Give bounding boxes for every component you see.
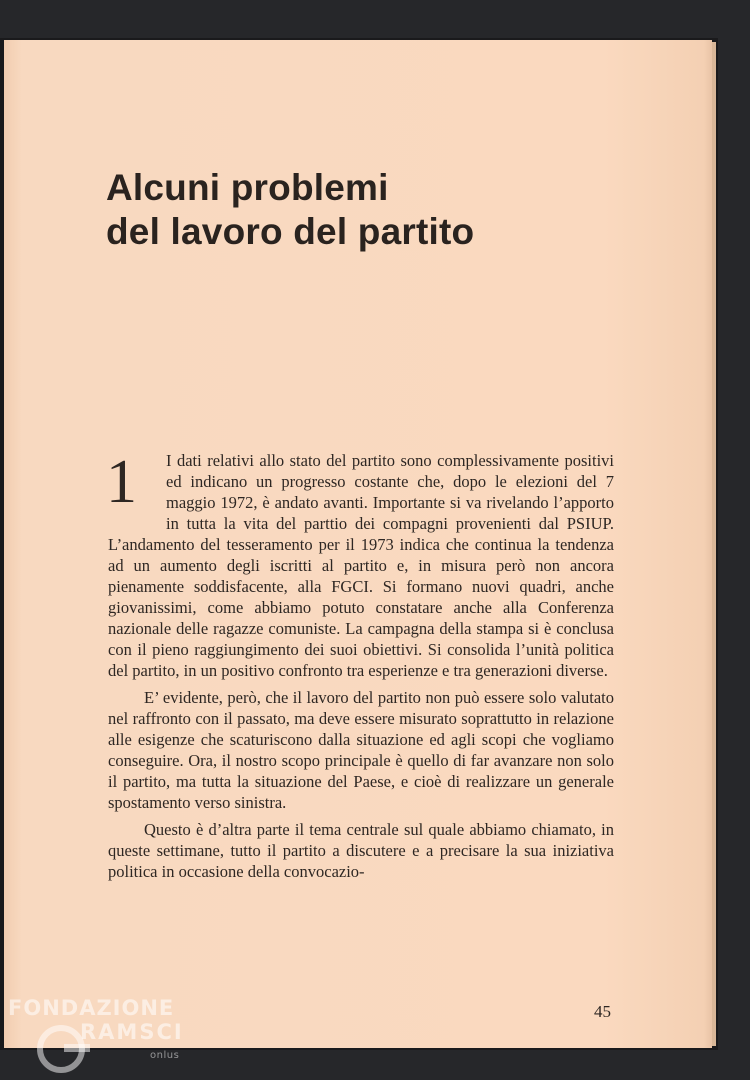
watermark-suffix: onlus: [150, 1050, 180, 1061]
book-page: [4, 40, 712, 1048]
title-line-2: del lavoro del partito: [106, 211, 475, 252]
paragraph-1: I dati relativi allo stato del partito sono complessivamente positivi ed indicano un progresso costante che, dopo le elezioni del 7 maggio 1972, è andato avanti. Importante si va rivelando l’apporto in tutta la vita del parttio dei compagni provenienti dal PSIUP. L’andamento del tesseramento per il 1973 indica che continua la tendenza ad un aumento degli iscritti al partito e, in misura però non ancora pienamente soddisfacente, alla FGCI. Si formano nuovi quadri, anche giovanissimi, come abbiamo potuto constatare anche alla Conferenza nazionale delle ragazze comuniste. La campagna della stampa si è conclusa con il pieno raggiungimento dei suoi obiettivi. Si consolida l’unità politica del partito, in un positivo confronto tra esperienze e tra generazioni diverse.: [108, 451, 614, 680]
title-line-1: Alcuni problemi: [106, 167, 389, 208]
section-number: 1: [106, 448, 137, 516]
watermark-line-1: FONDAZIONE: [8, 996, 175, 1020]
paragraph-3: Questo è d’altra parte il tema centrale sul quale abbiamo chiamato, in queste settimane, tutto il partito a discutere e a precisare la sua iniziativa politica in occasione della convocazio-: [108, 820, 614, 881]
paragraph-2: E’ evidente, però, che il lavoro del partito non può essere solo valutato nel raffronto con il passato, ma deve essere misurato soprattutto in relazione alle esigenze che scaturiscono dalla situazione ed agli scopi che vogliamo conseguire. Ora, il nostro scopo principale è quello di far avanzare non solo il partito, ma tutta la situazione del Paese, e cioè di realizzare un generale spostamento verso sinistra.: [108, 688, 614, 812]
page-title: [106, 166, 474, 254]
watermark: [8, 996, 184, 1061]
watermark-line-2: RAMSCI: [80, 1020, 184, 1044]
gramsci-logo-icon: [34, 1022, 92, 1076]
body-text: [108, 450, 614, 882]
page-number: 45: [594, 1002, 611, 1021]
page-edge: [712, 42, 716, 1046]
